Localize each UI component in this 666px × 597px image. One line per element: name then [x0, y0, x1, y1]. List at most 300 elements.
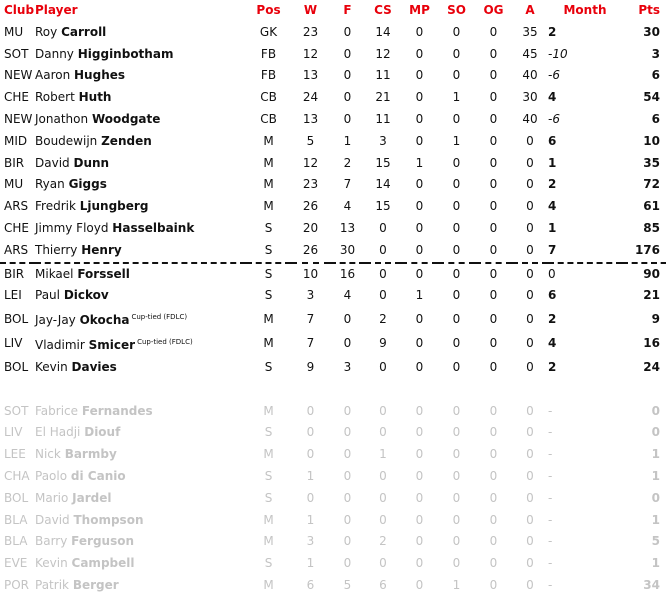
stat-a: 0 — [526, 336, 534, 351]
stat-so: 0 — [452, 512, 461, 527]
player-name — [35, 196, 246, 218]
stat-month: 6 — [548, 133, 557, 148]
player-surname: Higginbotham — [77, 46, 174, 61]
header-pos: Pos — [256, 3, 281, 17]
stat-pts: 1 — [651, 556, 660, 571]
stat-og: 0 — [489, 512, 498, 527]
stat-og: 0 — [475, 263, 512, 286]
stat-pos: M — [263, 534, 274, 549]
player-surname: Hasselbaink — [112, 220, 195, 235]
stat-month: 2 — [548, 311, 557, 326]
stat-f: 0 — [343, 46, 352, 61]
stat-so: 0 — [452, 359, 461, 374]
stat-f: 5 — [343, 577, 352, 592]
stat-pos: FB — [260, 46, 277, 61]
stat-a: 30 — [522, 90, 538, 105]
header-f: F — [343, 3, 352, 17]
player-first-name: Jay-Jay — [35, 313, 76, 328]
stat-w: 7 — [306, 336, 315, 351]
player-name — [35, 488, 246, 510]
player-surname: Campbell — [71, 556, 135, 571]
stat-w: 0 — [306, 490, 315, 505]
player-surname: Dunn — [73, 155, 110, 170]
stat-month: -6 — [548, 111, 560, 126]
stat-cs: 0 — [379, 359, 387, 374]
stat-w: 3 — [306, 288, 315, 303]
stat-w: 13 — [302, 111, 319, 126]
stat-pos: M — [263, 177, 274, 192]
player-first-name: Roy — [35, 24, 58, 39]
player-name — [35, 87, 246, 109]
stat-f: 0 — [343, 111, 352, 126]
table-row — [0, 263, 666, 286]
stat-month: 7 — [548, 242, 557, 257]
stat-cs: 3 — [379, 133, 387, 148]
player-surname: Zenden — [101, 133, 152, 148]
stat-month: 2 — [548, 359, 557, 374]
table-row — [0, 218, 666, 240]
stat-month: 1 — [548, 155, 557, 170]
stat-og: 0 — [489, 447, 498, 462]
player-first-name: Kevin — [35, 556, 68, 571]
club-code: SOT — [4, 46, 29, 61]
stat-pos: M — [263, 447, 274, 462]
stat-so: 0 — [452, 490, 461, 505]
header-a: A — [525, 3, 535, 17]
stat-pts: 0 — [651, 490, 660, 505]
player-surname: Barmby — [64, 447, 117, 462]
stat-w: 3 — [306, 534, 315, 549]
stat-cs: 14 — [375, 177, 391, 192]
stat-a: 0 — [526, 468, 534, 483]
stat-a: 0 — [526, 199, 534, 214]
stat-pos: S — [264, 359, 273, 374]
player-surname: Huth — [78, 90, 112, 105]
stat-cs: 2 — [379, 534, 387, 549]
player-surname: Ferguson — [71, 534, 135, 549]
player-name — [35, 44, 246, 66]
stat-mp: 0 — [415, 403, 424, 418]
stat-pts: 5 — [651, 534, 660, 549]
table-row — [0, 240, 666, 263]
stat-month: - — [548, 512, 553, 527]
stat-w: 23 — [302, 24, 319, 39]
stat-pos: S — [264, 468, 273, 483]
club-code: MID — [4, 133, 28, 148]
stat-so: 0 — [452, 425, 461, 440]
player-surname: Davies — [71, 359, 117, 374]
stat-mp: 0 — [415, 133, 424, 148]
table-row — [0, 575, 666, 597]
stat-og: 0 — [489, 577, 498, 592]
player-first-name: Patrik — [35, 577, 69, 592]
stat-f: 3 — [343, 359, 352, 374]
stat-month: - — [548, 468, 553, 483]
club-code: BIR — [0, 263, 35, 286]
stat-month: - — [548, 447, 553, 462]
player-first-name: Mario — [35, 490, 69, 505]
stat-mp: 0 — [415, 447, 424, 462]
stat-pts: 35 — [643, 155, 660, 170]
stat-a: 40 — [522, 111, 538, 126]
header-mp: MP — [409, 3, 430, 17]
stat-a: 0 — [526, 133, 534, 148]
table-row — [0, 196, 666, 218]
table-row — [0, 109, 666, 131]
stat-og: 0 — [489, 556, 498, 571]
cup-tied-note: Cup-tied (FDLC) — [131, 313, 188, 322]
stat-pts: 90 — [622, 263, 666, 286]
stat-pts: 6 — [651, 111, 660, 126]
stat-f: 0 — [343, 512, 352, 527]
stat-a: 45 — [522, 46, 538, 61]
stat-cs: 1 — [379, 447, 387, 462]
stat-f: 0 — [343, 68, 352, 83]
stat-w: 0 — [306, 447, 315, 462]
stat-og: 0 — [489, 534, 498, 549]
player-name — [35, 332, 246, 357]
stat-pos: M — [263, 512, 274, 527]
stat-w: 26 — [302, 242, 319, 257]
player-name — [35, 553, 246, 575]
stat-cs: 0 — [379, 512, 387, 527]
table-row — [0, 444, 666, 466]
stat-og: 0 — [489, 220, 498, 235]
stat-mp: 0 — [415, 242, 424, 257]
stat-f: 0 — [343, 468, 352, 483]
stat-pos: FB — [260, 68, 277, 83]
stat-so: 1 — [452, 90, 461, 105]
header-row — [0, 0, 666, 22]
club-code: ARS — [4, 199, 29, 214]
player-name — [35, 466, 246, 488]
stat-pos: S — [246, 263, 291, 286]
stat-og: 0 — [489, 199, 498, 214]
stat-og: 0 — [489, 468, 498, 483]
stat-month: 4 — [548, 199, 557, 214]
player-surname: Okocha — [79, 313, 130, 328]
player-first-name: Ryan — [35, 177, 65, 192]
player-first-name: Vladimir — [35, 337, 85, 352]
player-surname: Ljungberg — [79, 199, 149, 214]
table-row — [0, 87, 666, 109]
stat-cs: 15 — [375, 199, 391, 214]
stat-og: 0 — [489, 46, 498, 61]
stat-so: 0 — [452, 24, 461, 39]
stat-so: 0 — [452, 155, 461, 170]
club-code: CHE — [4, 90, 29, 105]
club-code: SOT — [4, 403, 29, 418]
stat-cs: 6 — [379, 577, 387, 592]
header-player: Player — [35, 3, 78, 17]
club-code: BIR — [4, 155, 25, 170]
player-name — [35, 263, 246, 286]
stat-month: 1 — [548, 220, 557, 235]
player-first-name: Thierry — [35, 242, 78, 257]
stat-pts: 54 — [643, 90, 660, 105]
stat-cs: 2 — [379, 311, 387, 326]
club-code: CHE — [4, 220, 29, 235]
stat-pos: M — [263, 133, 274, 148]
player-name — [35, 22, 246, 44]
player-name — [35, 109, 246, 131]
stat-mp: 0 — [415, 46, 424, 61]
stat-so: 1 — [452, 577, 461, 592]
stat-og: 0 — [489, 155, 498, 170]
player-name — [35, 153, 246, 175]
stat-a: 0 — [526, 155, 534, 170]
stat-f: 13 — [339, 220, 356, 235]
stat-og: 0 — [489, 490, 498, 505]
stat-a: 0 — [526, 288, 534, 303]
stat-month: - — [548, 534, 553, 549]
stat-cs: 9 — [379, 336, 387, 351]
stat-so: 0 — [452, 46, 461, 61]
player-first-name: David — [35, 512, 70, 527]
stat-pts: 72 — [643, 177, 660, 192]
stat-pts: 9 — [651, 311, 660, 326]
stat-mp: 0 — [415, 220, 424, 235]
stat-a: 35 — [522, 24, 538, 39]
stat-cs: 11 — [375, 68, 391, 83]
stat-w: 0 — [306, 403, 315, 418]
header-club: Club — [4, 3, 35, 17]
table-row — [0, 22, 666, 44]
player-first-name: Barry — [35, 534, 68, 549]
stat-mp: 0 — [415, 24, 424, 39]
stat-pts: 1 — [651, 468, 660, 483]
stat-a: 0 — [526, 490, 534, 505]
table-row — [0, 65, 666, 87]
stat-a: 0 — [526, 359, 534, 374]
player-surname: Berger — [72, 577, 119, 592]
player-surname: di Canio — [70, 468, 126, 483]
stat-mp: 0 — [401, 263, 438, 286]
header-pts: Pts — [638, 3, 660, 17]
stat-pos: S — [264, 556, 273, 571]
stat-a: 0 — [526, 447, 534, 462]
stat-so: 1 — [452, 133, 461, 148]
stat-pts: 176 — [634, 242, 660, 257]
club-code: NEW — [4, 68, 33, 83]
player-name — [35, 240, 246, 263]
spacer-row — [0, 379, 666, 401]
stat-pos: GK — [259, 24, 278, 39]
club-code: EVE — [4, 556, 28, 571]
stat-mp: 0 — [415, 90, 424, 105]
club-code: MU — [4, 24, 24, 39]
stat-month: 0 — [548, 263, 622, 286]
player-first-name: David — [35, 155, 70, 170]
stat-og: 0 — [489, 24, 498, 39]
stat-mp: 0 — [415, 490, 424, 505]
player-name — [35, 174, 246, 196]
club-code: POR — [4, 577, 30, 592]
stat-month: 2 — [548, 24, 557, 39]
stat-so: 0 — [452, 336, 461, 351]
spacer-cell — [0, 379, 666, 401]
stat-a: 0 — [526, 311, 534, 326]
stat-a: 40 — [522, 68, 538, 83]
stat-month: - — [548, 577, 553, 592]
stat-f: 1 — [343, 133, 352, 148]
stat-cs: 14 — [375, 24, 391, 39]
table-row — [0, 531, 666, 553]
table-row — [0, 510, 666, 532]
stat-pts: 24 — [643, 359, 660, 374]
table-row — [0, 174, 666, 196]
player-first-name: Fredrik — [35, 199, 76, 214]
stat-a: 0 — [526, 177, 534, 192]
club-code: BOL — [4, 490, 29, 505]
stat-pts: 61 — [643, 199, 660, 214]
stat-so: 0 — [452, 468, 461, 483]
stat-mp: 0 — [415, 68, 424, 83]
stat-w: 1 — [306, 512, 315, 527]
stat-a: 0 — [526, 425, 534, 440]
stat-so: 0 — [452, 534, 461, 549]
stat-og: 0 — [489, 68, 498, 83]
stat-pos: S — [264, 490, 273, 505]
player-surname: Woodgate — [91, 111, 161, 126]
stat-cs: 0 — [379, 556, 387, 571]
table-row — [0, 357, 666, 379]
stat-f: 16 — [330, 263, 365, 286]
player-surname: Giggs — [68, 177, 107, 192]
stat-w: 13 — [302, 68, 319, 83]
player-name — [35, 444, 246, 466]
stat-w: 20 — [302, 220, 319, 235]
stat-cs: 0 — [379, 468, 387, 483]
club-code: MU — [4, 177, 24, 192]
stat-cs: 0 — [379, 288, 387, 303]
stat-mp: 1 — [415, 288, 424, 303]
stat-mp: 1 — [415, 155, 424, 170]
stat-w: 9 — [306, 359, 315, 374]
stat-w: 6 — [306, 577, 315, 592]
stat-cs: 0 — [379, 403, 387, 418]
stat-so: 0 — [452, 447, 461, 462]
stat-og: 0 — [489, 336, 498, 351]
stat-cs: 0 — [379, 425, 387, 440]
stat-so: 0 — [438, 263, 475, 286]
club-code: LEE — [4, 447, 26, 462]
table-row — [0, 153, 666, 175]
cup-tied-note: Cup-tied (FDLC) — [137, 337, 193, 346]
stat-pos: S — [264, 220, 273, 235]
table-row — [0, 553, 666, 575]
stat-cs: 21 — [375, 90, 391, 105]
stat-og: 0 — [489, 311, 498, 326]
player-surname: Carroll — [61, 24, 107, 39]
stat-w: 0 — [306, 425, 315, 440]
stat-f: 0 — [343, 311, 352, 326]
stat-cs: 12 — [375, 46, 391, 61]
stat-mp: 0 — [415, 199, 424, 214]
stat-f: 0 — [343, 24, 352, 39]
stat-w: 1 — [306, 468, 315, 483]
player-first-name: Paul — [35, 288, 60, 303]
stat-og: 0 — [489, 177, 498, 192]
player-name — [35, 575, 246, 597]
stat-w: 12 — [302, 46, 319, 61]
stat-cs: 0 — [379, 220, 387, 235]
player-name — [35, 531, 246, 553]
stat-mp: 0 — [415, 311, 424, 326]
player-name — [35, 65, 246, 87]
stat-so: 0 — [452, 242, 461, 257]
stat-month: -6 — [548, 68, 560, 83]
stat-cs: 0 — [365, 263, 401, 286]
stat-pts: 1 — [651, 512, 660, 527]
club-code: ARS — [4, 242, 29, 257]
stat-a: 0 — [526, 512, 534, 527]
stat-pts: 3 — [651, 46, 660, 61]
stat-og: 0 — [489, 111, 498, 126]
club-code: BOL — [4, 359, 29, 374]
stat-so: 0 — [452, 288, 461, 303]
stat-month: -10 — [548, 46, 568, 61]
header-cs: CS — [374, 3, 392, 17]
header-og: OG — [483, 3, 504, 17]
stat-f: 0 — [343, 447, 352, 462]
stat-mp: 0 — [415, 177, 424, 192]
player-first-name: Robert — [35, 90, 75, 105]
stat-mp: 0 — [415, 336, 424, 351]
stat-w: 5 — [306, 133, 315, 148]
player-first-name: Boudewijn — [35, 133, 98, 148]
stat-w: 24 — [302, 90, 319, 105]
player-name — [35, 357, 246, 379]
player-first-name: Jonathon — [35, 111, 89, 126]
player-name — [35, 422, 246, 444]
stat-so: 0 — [452, 177, 461, 192]
player-first-name: Mikael — [35, 266, 74, 281]
stat-a: 0 — [526, 242, 534, 257]
player-surname: Jardel — [72, 490, 112, 505]
stat-cs: 15 — [375, 155, 391, 170]
stat-so: 0 — [452, 220, 461, 235]
stat-pts: 30 — [643, 24, 660, 39]
stat-pts: 10 — [643, 133, 660, 148]
stat-cs: 0 — [379, 490, 387, 505]
stat-so: 0 — [452, 111, 461, 126]
table-row — [0, 401, 666, 423]
player-first-name: Nick — [35, 447, 61, 462]
stat-month: 6 — [548, 288, 557, 303]
table-row — [0, 332, 666, 357]
header-so: SO — [447, 3, 466, 17]
stat-month: - — [548, 403, 553, 418]
stat-f: 0 — [343, 336, 352, 351]
stat-pts: 0 — [651, 403, 660, 418]
club-code: BLA — [4, 534, 28, 549]
stat-mp: 0 — [415, 556, 424, 571]
player-first-name: Paolo — [35, 468, 68, 483]
player-name — [35, 285, 246, 307]
stat-w: 10 — [291, 263, 330, 286]
stat-a: 0 — [526, 577, 534, 592]
stat-f: 0 — [343, 534, 352, 549]
club-code: LEI — [4, 288, 22, 303]
stat-month: - — [548, 490, 553, 505]
player-surname: Thompson — [73, 512, 144, 527]
stat-pos: M — [263, 155, 274, 170]
player-first-name: El Hadji — [35, 425, 81, 440]
player-name — [35, 510, 246, 532]
club-code: NEW — [4, 111, 33, 126]
stat-f: 4 — [343, 288, 352, 303]
